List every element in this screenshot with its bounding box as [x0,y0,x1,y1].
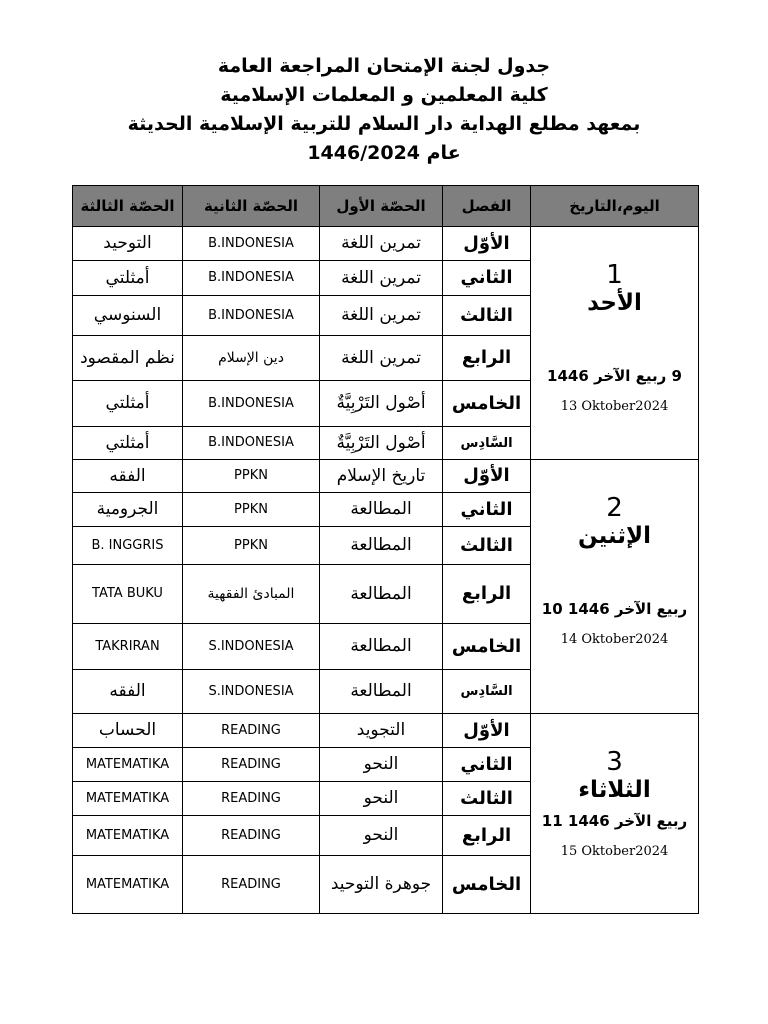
second-period-cell: المبادئ الفقهية [183,565,320,624]
third-period-cell: أمثلتي [73,381,183,427]
class-cell: الخامس [443,624,531,670]
first-period-cell: المطالعة [320,493,443,527]
second-period-cell: B.INDONESIA [183,427,320,460]
gregorian-date: 13 Oktober2024 [560,399,669,414]
second-period-cell: B.INDONESIA [183,261,320,296]
second-period-cell: PPKN [183,460,320,493]
day-name: الأحد [587,290,642,316]
class-cell: الخامس [443,856,531,914]
class-cell: الثالث [443,782,531,816]
title-line-4: عام 1446/2024 [307,142,461,164]
second-period-cell: PPKN [183,493,320,527]
gregorian-date: 15 Oktober2024 [560,844,669,859]
second-period-cell: دين الإسلام [183,336,320,381]
day-name: الثلاثاء [578,777,651,803]
class-cell: الثاني [443,493,531,527]
third-period-cell: MATEMATIKA [73,782,183,816]
class-cell: الرابع [443,816,531,856]
third-period-cell: الحساب [73,714,183,748]
table-body [73,227,699,914]
first-period-cell: تمرين اللغة [320,261,443,296]
header-second-period: الحصّة الثانية [183,186,320,227]
first-period-cell: تمرين اللغة [320,296,443,336]
second-period-cell: READING [183,714,320,748]
first-period-cell: تاريخ الإسلام [320,460,443,493]
third-period-cell: التوحيد [73,227,183,261]
table-row [73,714,699,748]
title-line-1: جدول لجنة الإمتحان المراجعة العامة [217,55,551,77]
second-period-cell: B.INDONESIA [183,296,320,336]
second-period-cell: S.INDONESIA [183,670,320,714]
third-period-cell: B. INGGRIS [73,527,183,565]
table-header-row [73,186,699,227]
hijri-date: ربيع الآخر 1446 11 [541,812,688,830]
first-period-cell: المطالعة [320,670,443,714]
hijri-date: 9 ربيع الآخر 1446 [547,367,682,385]
first-period-cell: المطالعة [320,527,443,565]
second-period-cell: READING [183,782,320,816]
day-number: 3 [606,747,623,777]
third-period-cell: نظم المقصود [73,336,183,381]
table-row [73,460,699,493]
header-third-period: الحصّة الثالثة [73,186,183,227]
class-cell: الأوّل [443,714,531,748]
third-period-cell: الجرومية [73,493,183,527]
first-period-cell: النحو [320,782,443,816]
class-cell: الثاني [443,261,531,296]
class-cell: الثالث [443,527,531,565]
first-period-cell: أصْول التَرْبِيَّةٌ [320,381,443,427]
third-period-cell: TATA BUKU [73,565,183,624]
title-line-3: بمعهد مطلع الهداية دار السلام للتربية الإسلامية الحديثة [127,113,641,135]
day-name: الإثنين [577,523,652,549]
first-period-cell: التجويد [320,714,443,748]
first-period-cell: المطالعة [320,565,443,624]
day-number: 2 [606,493,623,523]
header-day-date: اليوم،التاريخ [531,186,699,227]
third-period-cell: الفقه [73,670,183,714]
first-period-cell: جوهرة التوحيد [320,856,443,914]
hijri-date: ربيع الآخر 1446 10 [541,600,688,618]
class-cell: الثاني [443,748,531,782]
class-cell: الأوّل [443,460,531,493]
first-period-cell: تمرين اللغة [320,227,443,261]
second-period-cell: B.INDONESIA [183,227,320,261]
second-period-cell: READING [183,748,320,782]
day-date-cell [531,714,699,914]
class-cell: الرابع [443,336,531,381]
third-period-cell: MATEMATIKA [73,748,183,782]
class-cell: الخامس [443,381,531,427]
document-title [0,52,768,168]
class-cell: السَّادِس [443,427,531,460]
second-period-cell: READING [183,816,320,856]
class-cell: الأوّل [443,227,531,261]
first-period-cell: النحو [320,748,443,782]
third-period-cell: MATEMATIKA [73,816,183,856]
second-period-cell: PPKN [183,527,320,565]
first-period-cell: المطالعة [320,624,443,670]
third-period-cell: السنوسي [73,296,183,336]
second-period-cell: READING [183,856,320,914]
table-row [73,227,699,261]
day-date-cell [531,460,699,714]
first-period-cell: تمرين اللغة [320,336,443,381]
third-period-cell: TAKRIRAN [73,624,183,670]
day-number: 1 [606,260,623,290]
class-cell: الثالث [443,296,531,336]
class-cell: الرابع [443,565,531,624]
exam-schedule-table [72,185,699,914]
class-cell: السَّادِس [443,670,531,714]
header-class: الفصل [443,186,531,227]
first-period-cell: النحو [320,816,443,856]
second-period-cell: S.INDONESIA [183,624,320,670]
third-period-cell: أمثلتي [73,261,183,296]
title-line-2: كلية المعلمين و المعلمات الإسلامية [220,84,548,106]
header-first-period: الحصّة الأول [320,186,443,227]
third-period-cell: أمثلتي [73,427,183,460]
third-period-cell: MATEMATIKA [73,856,183,914]
third-period-cell: الفقه [73,460,183,493]
first-period-cell: أصْول التَرْبِيَّةٌ [320,427,443,460]
second-period-cell: B.INDONESIA [183,381,320,427]
gregorian-date: 14 Oktober2024 [560,632,669,647]
day-date-cell [531,227,699,460]
